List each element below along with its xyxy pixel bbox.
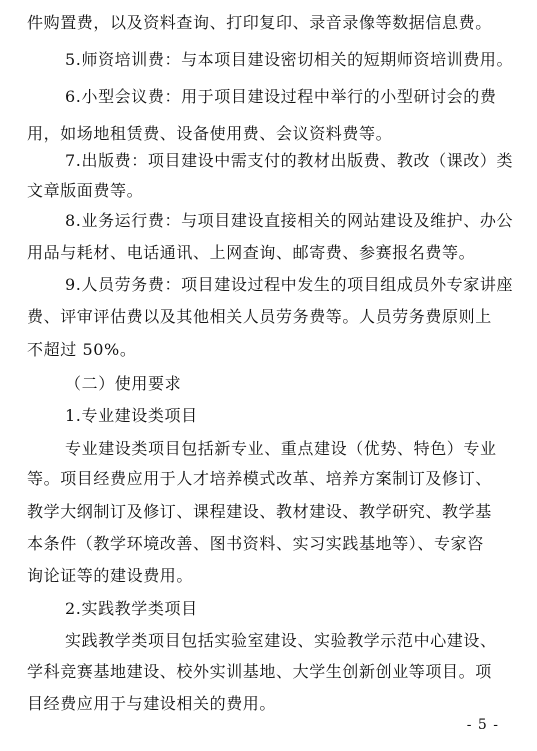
body-line-1: 件购置费，以及资料查询、打印复印、录音录像等数据信息费。 [27, 13, 492, 32]
item-7-line-1: 7.出版费：项目建设中需支付的教材出版费、教改（课改）类 [65, 151, 514, 170]
para-1-line-3: 教学大纲制订及修订、课程建设、教材建设、教学研究、教学基 [27, 502, 492, 521]
para-2-line-1: 实践教学类项目包括实验室建设、实验教学示范中心建设、 [65, 631, 497, 650]
item-6-line-1: 6.小型会议费：用于项目建设过程中举行的小型研讨会的费 [65, 87, 497, 106]
para-1-line-5: 询论证等的建设费用。 [27, 566, 194, 585]
para-2-line-2: 学科竞赛基地建设、校外实训基地、大学生创新创业等项目。项 [27, 662, 492, 681]
para-1-line-1: 专业建设类项目包括新专业、重点建设（优势、特色）专业 [65, 439, 497, 458]
subheading-1: 1.专业建设类项目 [65, 406, 198, 425]
item-8-line-1: 8.业务运行费：与项目建设直接相关的网站建设及维护、办公 [65, 211, 514, 230]
para-2-line-3: 目经费应用于与建设相关的费用。 [27, 694, 277, 713]
item-7-line-2: 文章版面费等。 [27, 181, 144, 200]
subheading-2: 2.实践教学类项目 [65, 599, 198, 618]
item-8-line-2: 用品与耗材、电话通讯、上网查询、邮寄费、参赛报名费等。 [27, 243, 476, 262]
item-9-line-3: 不超过 50%。 [27, 340, 137, 359]
item-6-line-2: 用，如场地租赁费、设备使用费、会议资料费等。 [27, 124, 393, 143]
para-1-line-4: 本条件（教学环境改善、图书资料、实习实践基地等）、专家咨 [27, 534, 484, 553]
para-1-line-2: 等。项目经费应用于人才培养模式改革、培养方案制订及修订、 [27, 469, 492, 488]
page-number: - 5 - [466, 717, 499, 733]
item-9-line-1: 9.人员劳务费：项目建设过程中发生的项目组成员外专家讲座 [65, 275, 514, 294]
item-9-line-2: 费、评审评估费以及其他相关人员劳务费等。人员劳务费原则上 [27, 307, 492, 326]
item-5-line-1: 5.师资培训费：与本项目建设密切相关的短期师资培训费用。 [65, 50, 514, 69]
section-heading: （二）使用要求 [65, 374, 182, 393]
